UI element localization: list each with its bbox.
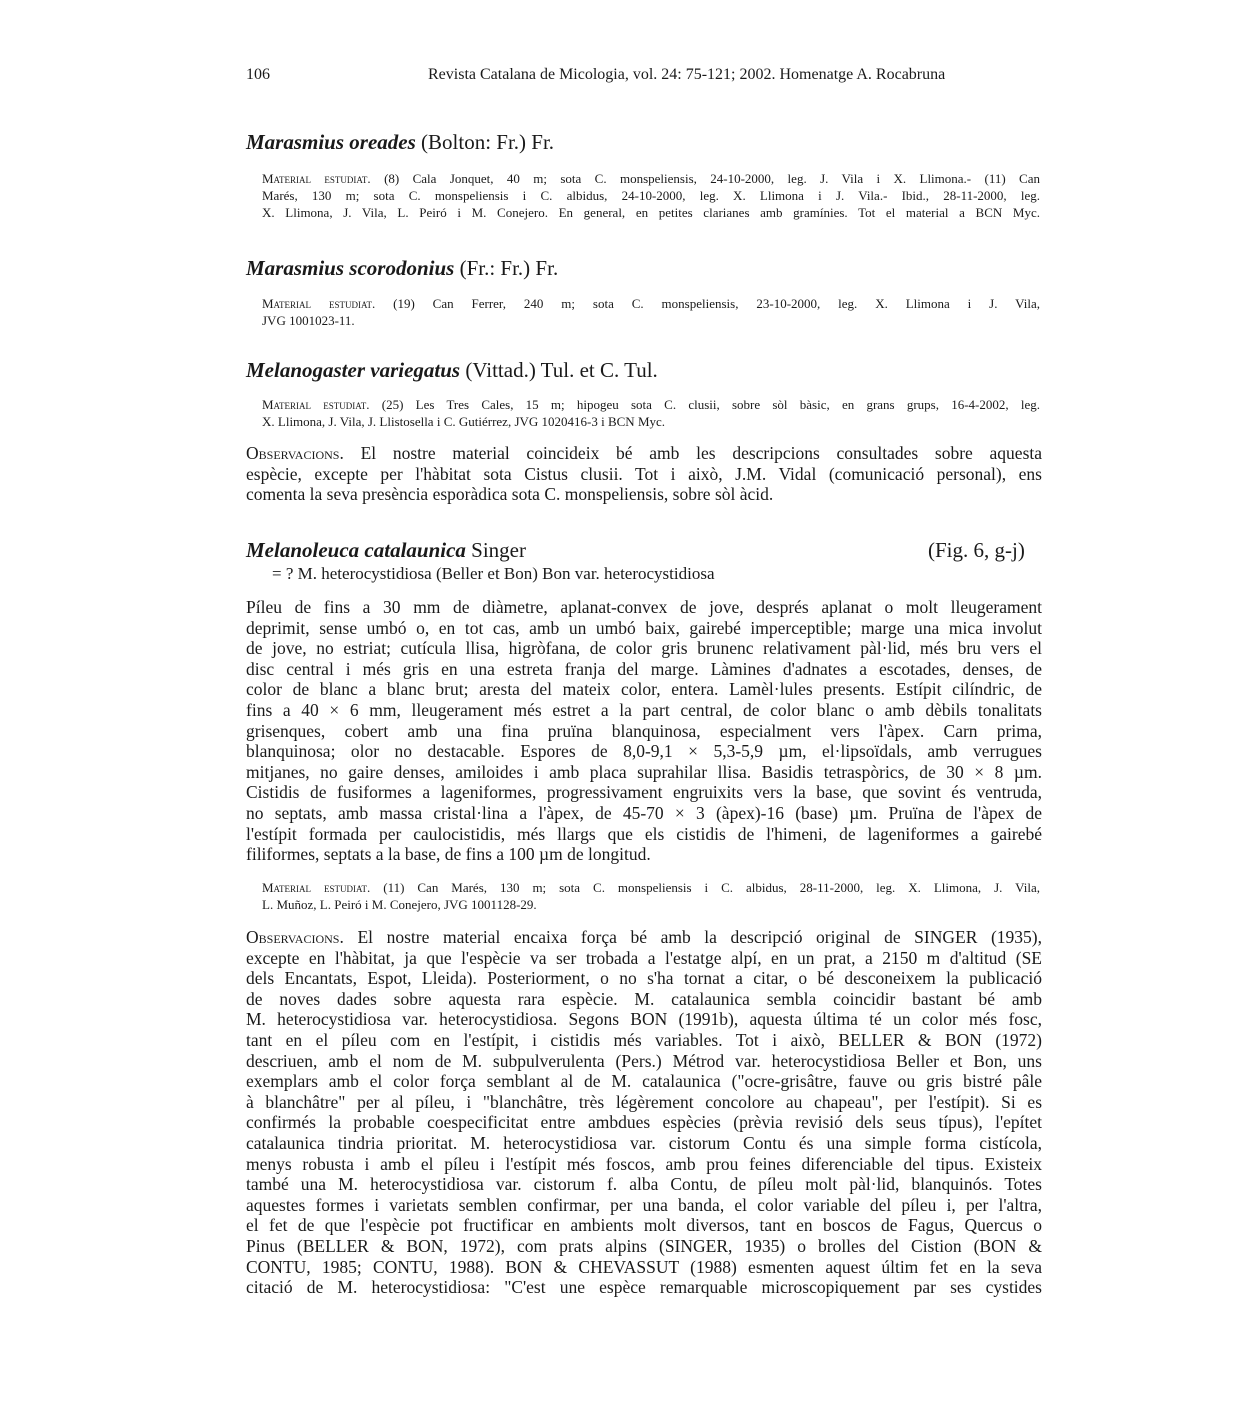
observations-line: citació de M. heterocystidiosa: "C'est une espèce remarquable microscopiquement par ses cystides [246, 1277, 1042, 1298]
species-author: (Fr.: Fr.) Fr. [454, 256, 559, 280]
description-line: de jove, no estriat; cutícula llisa, higròfana, de color gris brunenc relativament pàl·lid, més bru vers el [246, 638, 1042, 659]
observations-label: Observacions. [246, 927, 344, 947]
species-title [246, 538, 526, 562]
material-line: X. Llimona, J. Vila, J. Llistosella i C. Gutiérrez, JVG 1020416-3 i BCN Myc. [262, 414, 666, 429]
observations-line: també una M. heterocystidiosa var. cistorum f. alba Contu, de píleu molt pàl·lid, blanquinós. Totes [246, 1174, 1042, 1195]
material-line: Material estudiat. (8) Cala Jonquet, 40 m; sota C. monspeliensis, 24-10-2000, leg. J. Vila i X. Llimona.- (11) Can [262, 171, 1040, 186]
species-title [246, 358, 658, 382]
species-title [246, 130, 554, 154]
observations-line: el fet de que l'espècie pot fructificar en ambients molt diversos, tant en boscos de Fagus, Quercus o [246, 1215, 1042, 1236]
observations-line: Observacions. El nostre material coincideix bé amb les descripcions consultades sobre aquesta [246, 443, 1042, 463]
observations-line: dels Encantats, Espot, Lleida). Posteriorment, o no s'ha tornat a citar, o bé desconeixem la publicació [246, 968, 1042, 989]
observations-line: descriuen, amb el nom de M. subpulverulenta (Pers.) Métrod var. heterocystidiosa Beller et Bon, uns [246, 1050, 1042, 1071]
material-block [262, 879, 1040, 913]
material-label: Material estudiat. [262, 171, 371, 186]
description-line: deprimit, sense umbó o, en tot cas, amb un umbó baix, gairebé imperceptible; marge una mica involut [246, 617, 1042, 638]
material-label: Material estudiat. [262, 397, 370, 412]
description-line: grisenques, cobert amb una fina pruïna blanquinosa, especialment vers l'àpex. Carn prima, [246, 720, 1042, 741]
material-label: Material estudiat. [262, 880, 371, 895]
synonym-line: = ? M. heterocystidiosa (Beller et Bon) Bon var. heterocystidiosa [272, 564, 715, 583]
material-label: Material estudiat. [262, 296, 376, 311]
description-block [246, 597, 1042, 865]
material-line: Material estudiat. (19) Can Ferrer, 240 m; sota C. monspeliensis, 23-10-2000, leg. X. Llimona i J. Vila, [262, 296, 1040, 311]
observations-line: aquestes formes i varietats semblen confirmar, per una banda, el color variable del píleu i, per l'altra, [246, 1194, 1042, 1215]
observations-line: espècie, excepte per l'hàbitat sota Cistus clusii. Tot i això, J.M. Vidal (comunicació personal), ens [246, 463, 1042, 484]
species-title [246, 256, 558, 280]
observations-line: CONTU, 1985; CONTU, 1988). BON & CHEVASSUT (1988) esmenten aquest últim fet en la seva [246, 1256, 1042, 1277]
material-block [262, 295, 1040, 329]
observations-line: Observacions. El nostre material encaixa força bé amb la descripció original de SINGER (1935), [246, 927, 1042, 947]
observations-line: M. heterocystidiosa var. heterocystidiosa. Segons BON (1991b), aquesta última té un color més fosc, [246, 1009, 1042, 1030]
observations-line: à blanchâtre" per al píleu, i "blanchâtre, très légèrement concolore au chapeau", per l'estípit). Si es [246, 1091, 1042, 1112]
species-name: Marasmius oreades [246, 130, 416, 154]
observations-block [246, 927, 1042, 1298]
observations-line: menys robusta i amb el píleu i l'estípit més foscos, amb prou feines diferenciable del tipus. Existeix [246, 1153, 1042, 1174]
material-line: JVG 1001023-11. [262, 313, 355, 328]
observations-line: excepte en l'hàbitat, ja que l'espècie va ser trobada a l'estatge alpí, en un prat, a 2150 m d'altitud (SE [246, 947, 1042, 968]
running-header: Revista Catalana de Micologia, vol. 24: 75-121; 2002. Homenatge A. Rocabruna [428, 66, 946, 83]
description-line: mitjanes, no gaire denses, amiloides i amb placa suprahilar llisa. Basidis tetraspòrics, de 30 × 8 µm. [246, 761, 1042, 782]
material-block [262, 170, 1040, 221]
observations-line: Pinus (BELLER & BON, 1972), com prats alpins (SINGER, 1935) o brolles del Cistion (BON & [246, 1235, 1042, 1256]
description-line: Píleu de fins a 30 mm de diàmetre, aplanat-convex de jove, després aplanat o molt lleugerament [246, 597, 1042, 617]
description-line: Cistidis de fusiformes a lageniformes, progressivament engruixits vers la base, que sovint és ventruda, [246, 782, 1042, 803]
observations-line: tant en el píleu com en l'estípit, i cistidis més variables. Tot i això, BELLER & BON (1972) [246, 1029, 1042, 1050]
description-line: l'estípit formada per caulocistidis, més llargs que els cistidis de l'himeni, de lageniformes a gairebé [246, 823, 1042, 844]
species-name: Marasmius scorodonius [246, 256, 455, 280]
description-line: color de blanc a blanc brut; aresta del mateix color, entera. Lamèl·lules presents. Estípit cilíndric, de [246, 679, 1042, 700]
species-author: Singer [465, 538, 526, 562]
material-line: Material estudiat. (11) Can Marés, 130 m; sota C. monspeliensis i C. albidus, 28-11-2000, leg. X. Llimona, J. Vila, [262, 880, 1040, 895]
observations-block [246, 443, 1042, 505]
species-name: Melanogaster variegatus [246, 358, 461, 382]
observations-line: confirmés la probable coespecificitat entre ambdues espècies (prèvia revisió dels seus típus), l'epítet [246, 1112, 1042, 1133]
observations-line: catalaunica tindria prioritat. M. heterocystidiosa var. cistorum Contu és una simple forma cistícola, [246, 1132, 1042, 1153]
description-line: fins a 40 × 6 mm, lleugerament més estret a la part central, de color blanc o amb dèbils tonalitats [246, 699, 1042, 720]
description-line: blanquinosa; olor no destacable. Espores de 8,0-9,1 × 5,3-5,9 µm, el·lipsoïdals, amb verrugues [246, 741, 1042, 762]
observations-line: de noves dades sobre aquesta rara espècie. M. catalaunica sembla coincidir bastant bé amb [246, 988, 1042, 1009]
description-line: filiformes, septats a la base, de fins a 100 µm de longitud. [246, 844, 651, 865]
species-author: (Vittad.) Tul. et C. Tul. [460, 358, 658, 382]
description-line: no septats, amb massa cristal·lina a l'àpex, de 45-70 × 3 (àpex)-16 (base) µm. Pruïna de l'àpex de [246, 802, 1042, 823]
species-author: (Bolton: Fr.) Fr. [415, 130, 555, 154]
species-name: Melanoleuca catalaunica [246, 538, 466, 562]
observations-label: Observacions. [246, 443, 344, 463]
figure-reference: (Fig. 6, g-j) [928, 538, 1025, 562]
material-line: Material estudiat. (25) Les Tres Cales, 15 m; hipogeu sota C. clusii, sobre sòl bàsic, en grans grups, 16-4-2002, leg. [262, 397, 1040, 412]
observations-line: comenta la seva presència esporàdica sota C. monspeliensis, sobre sòl àcid. [246, 484, 774, 505]
material-block [262, 396, 1040, 430]
page-number: 106 [246, 66, 270, 83]
material-line: X. Llimona, J. Vila, L. Peiró i M. Conejero. En general, en petites clarianes amb gramínies. Tot el material a BCN Myc. [262, 205, 1040, 220]
material-line: L. Muñoz, L. Peiró i M. Conejero, JVG 1001128-29. [262, 897, 537, 912]
material-line: Marés, 130 m; sota C. monspeliensis i C. albidus, 24-10-2000, leg. X. Llimona i J. Vila.- Ibid., 28-11-2000, leg. [262, 188, 1040, 203]
description-line: disc central i més gris en una estreta franja del marge. Làmines d'adnates a escotades, denses, de [246, 658, 1042, 679]
observations-line: exemplars amb el color força semblant al de M. catalaunica ("ocre-grisâtre, fauve ou gris bistré pâle [246, 1071, 1042, 1092]
